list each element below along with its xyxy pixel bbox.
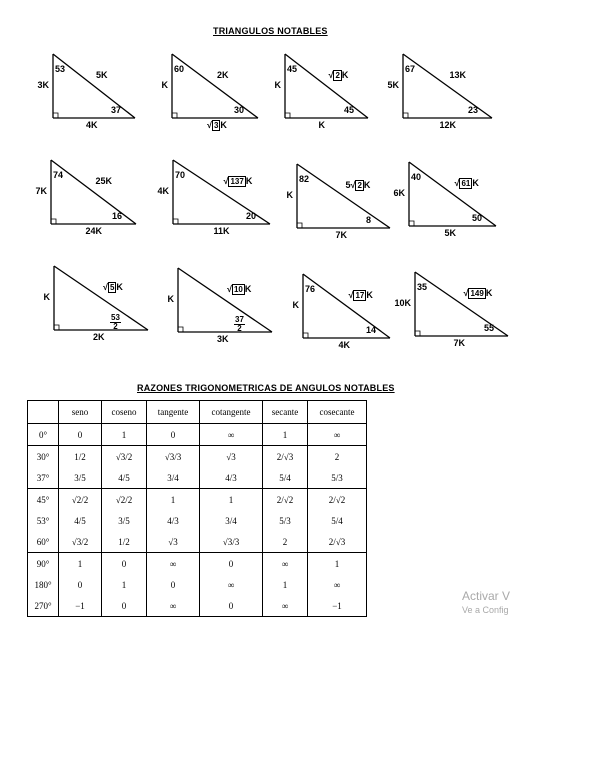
bottom-angle-label xyxy=(246,211,256,221)
fraction-numerator: 37 xyxy=(235,315,244,324)
left-leg-value: K xyxy=(274,80,281,90)
section-title-ratios: RAZONES TRIGONOMETRICAS DE ANGULOS NOTABLES xyxy=(137,383,395,393)
ratio-cell: 2/√2 xyxy=(308,489,367,511)
bottom-angle-label xyxy=(468,105,478,115)
hypotenuse-radicand: 61 xyxy=(461,179,471,188)
left-leg-value: K xyxy=(161,80,168,90)
bottom-angle-label xyxy=(234,105,244,115)
ratio-cell: 1 xyxy=(263,424,308,446)
left-leg-value: 4K xyxy=(157,186,169,196)
left-leg-value: K xyxy=(43,292,50,302)
top-angle-value: 45 xyxy=(287,64,298,74)
right-angle-mark xyxy=(409,221,414,226)
triangle xyxy=(32,158,172,268)
hypotenuse-label: √ 2 K xyxy=(328,70,349,80)
triangle xyxy=(392,158,532,268)
ratio-cell: ∞ xyxy=(200,574,263,595)
ratio-cell: 5/3 xyxy=(308,467,367,489)
ratio-cell: ∞ xyxy=(308,574,367,595)
table-row xyxy=(28,510,367,531)
ratio-cell: 2/√2 xyxy=(263,489,308,511)
ratio-cell: 4/3 xyxy=(147,510,200,531)
hypotenuse-label xyxy=(96,176,113,186)
triangle-hypotenuse xyxy=(415,272,508,336)
table-row xyxy=(28,424,367,446)
table-row xyxy=(28,467,367,489)
column-header xyxy=(28,401,59,424)
ratio-cell: 1 xyxy=(200,489,263,511)
ratio-cell: 1 xyxy=(102,424,147,446)
fraction-denominator: 2 xyxy=(113,322,118,331)
hypotenuse-coefficient: 5 xyxy=(345,180,351,190)
hypotenuse-radicand: 2 xyxy=(357,181,362,190)
hypotenuse-radicand: 2 xyxy=(335,71,340,80)
column-header: coseno xyxy=(102,401,147,424)
right-angle-mark xyxy=(53,113,58,118)
hypotenuse-radicand: 10 xyxy=(233,285,243,294)
column-header: cosecante xyxy=(308,401,367,424)
ratio-cell: 0 xyxy=(147,574,200,595)
fraction-denominator: 2 xyxy=(237,324,242,333)
hypotenuse-label: √ 61 K xyxy=(454,178,479,188)
table-row xyxy=(28,446,367,468)
top-angle-value: 53 xyxy=(55,64,66,74)
ratio-cell: 2 xyxy=(263,531,308,553)
base-value: 24K xyxy=(85,226,103,236)
triangle-hypotenuse xyxy=(403,54,492,118)
triangle-hypotenuse xyxy=(285,54,368,118)
base-label xyxy=(445,228,457,238)
hypotenuse-label: √ 5 K xyxy=(103,282,123,292)
ratio-cell: 0 xyxy=(147,424,200,446)
ratio-cell: 1 xyxy=(147,489,200,511)
ratio-cell: 0 xyxy=(200,553,263,575)
ratio-cell: 1 xyxy=(59,553,102,575)
top-angle-value: 67 xyxy=(405,64,416,74)
angle-cell: 60° xyxy=(28,531,59,553)
left-leg-label xyxy=(35,186,47,196)
hypotenuse-value: 5K xyxy=(96,70,108,80)
ratio-cell: 1 xyxy=(308,553,367,575)
left-leg-value: K xyxy=(286,190,293,200)
top-angle-label xyxy=(287,64,297,74)
top-angle-value: 40 xyxy=(411,172,422,182)
hypotenuse-value: 13K xyxy=(449,70,467,80)
ratio-cell: −1 xyxy=(308,595,367,617)
bottom-angle-value: 37 xyxy=(111,105,122,115)
hypotenuse-label: √ 137 K xyxy=(223,176,253,186)
base-value: K xyxy=(318,120,325,130)
column-header: cotangente xyxy=(200,401,263,424)
angle-cell: 53° xyxy=(28,510,59,531)
ratio-cell: 2/√3 xyxy=(308,531,367,553)
ratio-cell: √3 xyxy=(200,446,263,468)
ratio-cell: 4/5 xyxy=(102,467,147,489)
top-angle-value: 60 xyxy=(174,64,185,74)
ratio-cell: ∞ xyxy=(200,424,263,446)
left-leg-value: 6K xyxy=(393,188,405,198)
ratio-cell: 3/5 xyxy=(59,467,102,489)
top-angle-value: 74 xyxy=(53,170,64,180)
base-value: 11K xyxy=(213,226,230,236)
base-value: 4K xyxy=(86,120,98,130)
column-header: secante xyxy=(263,401,308,424)
ratios-table xyxy=(27,400,367,617)
right-angle-mark xyxy=(172,113,177,118)
right-angle-mark xyxy=(173,219,178,224)
hypotenuse-suffix: K xyxy=(485,288,493,298)
ratio-cell: √3/2 xyxy=(102,446,147,468)
base-suffix: K xyxy=(220,120,227,130)
left-leg-value: 7K xyxy=(35,186,47,196)
watermark-line-2: Ve a Config xyxy=(462,605,509,615)
left-leg-label xyxy=(168,294,175,304)
watermark-line-1: Activar V xyxy=(462,589,511,603)
ratio-cell: 2 xyxy=(308,446,367,468)
ratio-cell: 5/3 xyxy=(263,510,308,531)
ratio-cell: 3/4 xyxy=(200,510,263,531)
hypotenuse-suffix: K xyxy=(341,70,349,80)
base-value: 7K xyxy=(453,338,466,348)
base-label xyxy=(440,120,457,130)
hypotenuse-value: 2K xyxy=(217,70,229,80)
hypotenuse-suffix: K xyxy=(116,282,123,292)
base-label xyxy=(454,338,466,348)
hypotenuse-label xyxy=(96,70,108,80)
hypotenuse-value: 25K xyxy=(95,176,113,186)
ratio-cell: 5/4 xyxy=(308,510,367,531)
left-leg-label xyxy=(393,188,405,198)
hypotenuse-label: √ 149 K xyxy=(463,288,493,298)
left-leg-label xyxy=(293,300,300,310)
ratio-cell: 4/3 xyxy=(200,467,263,489)
top-angle-value: 82 xyxy=(299,174,310,184)
ratio-cell: √2/2 xyxy=(59,489,102,511)
triangle-hypotenuse xyxy=(172,54,258,118)
ratio-cell: √3/2 xyxy=(59,531,102,553)
right-angle-mark xyxy=(403,113,408,118)
bottom-angle-label xyxy=(110,312,121,331)
hypotenuse-radicand: 149 xyxy=(470,289,484,298)
hypotenuse-label: √ 10 K xyxy=(227,284,252,294)
hypotenuse-suffix: K xyxy=(366,290,373,300)
hypotenuse-suffix: K xyxy=(472,178,479,188)
hypotenuse-label: 5√ 2 K xyxy=(345,180,371,190)
angle-cell: 270° xyxy=(28,595,59,617)
triangle xyxy=(385,52,525,162)
table-row xyxy=(28,595,367,617)
top-angle-label xyxy=(405,64,415,74)
ratio-cell: 4/5 xyxy=(59,510,102,531)
ratio-cell: 2/√3 xyxy=(263,446,308,468)
base-radicand: 3 xyxy=(213,121,219,130)
left-leg-label xyxy=(157,186,169,196)
hypotenuse-suffix: K xyxy=(363,180,371,190)
table-row xyxy=(28,489,367,511)
ratio-cell: 0 xyxy=(102,595,147,617)
column-header: seno xyxy=(59,401,102,424)
angle-cell: 90° xyxy=(28,553,59,575)
hypotenuse-radicand: 17 xyxy=(355,291,365,300)
bottom-angle-label xyxy=(484,323,494,333)
triangle xyxy=(390,268,530,378)
left-leg-label xyxy=(287,190,294,200)
base-label xyxy=(86,226,103,236)
bottom-angle-label xyxy=(234,314,245,333)
activation-watermark xyxy=(462,589,510,617)
right-angle-mark xyxy=(285,113,290,118)
base-value: 2K xyxy=(93,332,105,342)
bottom-angle-value: 30 xyxy=(234,105,245,115)
base-label xyxy=(93,332,105,342)
bottom-angle-value: 16 xyxy=(112,211,123,221)
hypotenuse-radicand: 5 xyxy=(109,283,115,292)
top-angle-label xyxy=(174,64,184,74)
table-header-row xyxy=(28,401,367,424)
triangle xyxy=(42,264,182,374)
ratio-cell: −1 xyxy=(59,595,102,617)
hypotenuse-label xyxy=(217,70,229,80)
bottom-angle-label xyxy=(366,325,376,335)
hypotenuse-suffix: K xyxy=(245,176,253,186)
bottom-angle-label xyxy=(112,211,122,221)
triangle-hypotenuse xyxy=(178,268,272,332)
triangle-hypotenuse xyxy=(53,54,135,118)
ratio-cell: 1 xyxy=(102,574,147,595)
right-angle-mark xyxy=(51,219,56,224)
angle-cell: 180° xyxy=(28,574,59,595)
triangle-hypotenuse xyxy=(409,162,496,226)
bottom-angle-value: 8 xyxy=(366,215,372,225)
base-label xyxy=(86,120,98,130)
fraction-numerator: 53 xyxy=(111,313,120,322)
right-angle-mark xyxy=(415,331,420,336)
bottom-angle-value: 14 xyxy=(366,325,377,335)
triangle-hypotenuse xyxy=(54,266,148,330)
top-angle-label xyxy=(417,282,427,292)
ratio-cell: 1/2 xyxy=(102,531,147,553)
left-leg-label xyxy=(387,80,399,90)
right-angle-mark xyxy=(303,333,308,338)
section-title-triangles: TRIANGULOS NOTABLES xyxy=(213,26,328,36)
bottom-angle-label xyxy=(366,215,371,225)
ratio-cell: 1 xyxy=(263,574,308,595)
left-leg-value: K xyxy=(167,294,174,304)
base-label xyxy=(214,226,230,236)
ratio-cell: √3/3 xyxy=(147,446,200,468)
bottom-angle-value: 23 xyxy=(468,105,479,115)
triangle-shape xyxy=(390,268,530,378)
angle-cell: 30° xyxy=(28,446,59,468)
right-angle-mark xyxy=(54,325,59,330)
top-angle-label xyxy=(175,170,185,180)
column-header: tangente xyxy=(147,401,200,424)
left-leg-label xyxy=(162,80,169,90)
hypotenuse-label: √ 17 K xyxy=(348,290,373,300)
triangle xyxy=(154,158,294,268)
ratio-cell: 0 xyxy=(59,574,102,595)
bottom-angle-value: 50 xyxy=(472,213,483,223)
top-angle-label xyxy=(55,64,65,74)
bottom-angle-label xyxy=(472,213,482,223)
bottom-angle-label xyxy=(344,105,354,115)
left-leg-label xyxy=(37,80,49,90)
base-label xyxy=(217,334,229,344)
base-label xyxy=(336,230,348,240)
left-leg-label xyxy=(275,80,282,90)
hypotenuse-label xyxy=(450,70,467,80)
triangle-hypotenuse xyxy=(297,164,390,228)
hypotenuse-suffix: K xyxy=(244,284,252,294)
ratio-cell: ∞ xyxy=(147,553,200,575)
angle-cell: 37° xyxy=(28,467,59,489)
top-angle-label xyxy=(305,284,315,294)
ratio-cell: 3/4 xyxy=(147,467,200,489)
base-value: 12K xyxy=(439,120,457,130)
base-value: 3K xyxy=(217,334,229,344)
ratio-cell: 0 xyxy=(200,595,263,617)
top-angle-value: 70 xyxy=(175,170,186,180)
hypotenuse-radicand: 137 xyxy=(230,177,244,186)
base-value: 4K xyxy=(338,340,351,350)
base-label xyxy=(319,120,326,130)
left-leg-value: 3K xyxy=(37,80,49,90)
triangle-hypotenuse xyxy=(51,160,136,224)
bottom-angle-fraction xyxy=(234,316,245,333)
angle-cell: 0° xyxy=(28,424,59,446)
top-angle-label xyxy=(53,170,63,180)
top-angle-label xyxy=(411,172,421,182)
top-angle-value: 35 xyxy=(417,282,428,292)
bottom-angle-value: 55 xyxy=(484,323,495,333)
ratio-cell: ∞ xyxy=(308,424,367,446)
triangle xyxy=(38,52,178,162)
ratio-cell: 0 xyxy=(59,424,102,446)
ratio-cell: ∞ xyxy=(263,553,308,575)
ratio-cell: 1/2 xyxy=(59,446,102,468)
ratio-cell: 5/4 xyxy=(263,467,308,489)
base-value: 5K xyxy=(444,228,457,238)
ratio-cell: ∞ xyxy=(263,595,308,617)
ratio-cell: √2/2 xyxy=(102,489,147,511)
left-leg-value: K xyxy=(292,300,299,310)
base-value: 7K xyxy=(335,230,348,240)
top-angle-value: 76 xyxy=(305,284,316,294)
top-angle-label xyxy=(299,174,309,184)
left-leg-value: 10K xyxy=(394,298,411,308)
left-leg-value: 5K xyxy=(387,80,399,90)
right-angle-mark xyxy=(178,327,183,332)
triangle-hypotenuse xyxy=(303,274,390,338)
bottom-angle-fraction xyxy=(110,314,121,331)
bottom-angle-label xyxy=(111,105,121,115)
table-row xyxy=(28,553,367,575)
ratio-cell: 0 xyxy=(102,553,147,575)
ratio-cell: 3/5 xyxy=(102,510,147,531)
table-row xyxy=(28,574,367,595)
left-leg-label xyxy=(394,298,411,308)
bottom-angle-value: 45 xyxy=(344,105,355,115)
triangle xyxy=(165,266,305,376)
base-label xyxy=(339,340,351,350)
ratio-cell: √3 xyxy=(147,531,200,553)
bottom-angle-value: 20 xyxy=(246,211,257,221)
left-leg-label xyxy=(44,292,51,302)
ratio-cell: √3/3 xyxy=(200,531,263,553)
angle-cell: 45° xyxy=(28,489,59,511)
right-angle-mark xyxy=(297,223,302,228)
table-row xyxy=(28,531,367,553)
ratio-cell: ∞ xyxy=(147,595,200,617)
base-label: √ 3 K xyxy=(207,120,227,130)
